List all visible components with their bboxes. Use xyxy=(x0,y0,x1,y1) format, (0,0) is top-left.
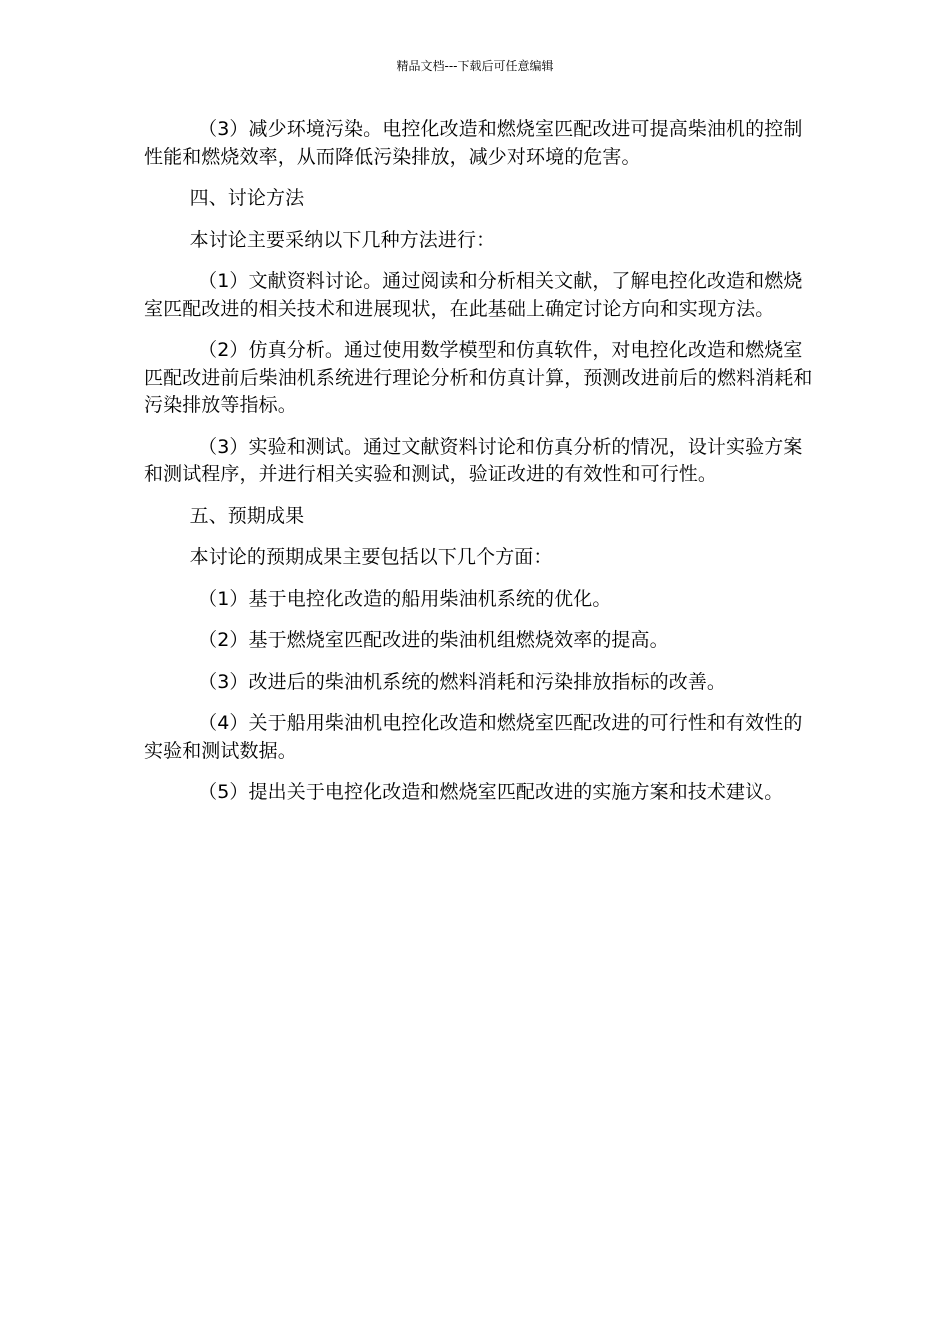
page-header: 精品文档---下载后可任意编辑 xyxy=(396,59,554,73)
method-item-simulation: （2）仿真分析。通过使用数学模型和仿真软件，对电控化改造和燃烧室匹配改进前后柴油机系统进行理论分析和仿真计算，预测改进前后的燃料消耗和污染排放等指标。 xyxy=(144,339,813,416)
method-item-literature: （1）文献资料讨论。通过阅读和分析相关文献，了解电控化改造和燃烧室匹配改进的相关技术和进展现状，在此基础上确定讨论方向和实现方法。 xyxy=(144,270,803,320)
method-item-experiment: （3）实验和测试。通过文献资料讨论和仿真分析的情况，设计实验方案和测试程序，并进行相关实验和测试，验证改进的有效性和可行性。 xyxy=(144,435,803,485)
section-heading-expected-results: 五、预期成果 xyxy=(189,504,305,527)
result-item-5: （5）提出关于电控化改造和燃烧室匹配改进的实施方案和技术建议。 xyxy=(198,781,784,803)
result-item-4: （4）关于船用柴油机电控化改造和燃烧室匹配改进的可行性和有效性的实验和测试数据。 xyxy=(144,712,803,762)
result-item-1: （1）基于电控化改造的船用柴油机系统的优化。 xyxy=(198,587,612,610)
section-heading-methods: 四、讨论方法 xyxy=(189,187,305,209)
result-item-3: （3）改进后的柴油机系统的燃料消耗和污染排放指标的改善。 xyxy=(198,670,727,693)
paragraph-results-intro: 本讨论的预期成果主要包括以下几个方面： xyxy=(189,546,553,568)
paragraph-methods-intro: 本讨论主要采纳以下几种方法进行： xyxy=(189,228,496,251)
paragraph-reduce-pollution: （3）减少环境污染。电控化改造和燃烧室匹配改进可提高柴油机的控制性能和燃烧效率，从而降低污染排放，减少对环境的危害。 xyxy=(144,118,803,168)
result-item-2: （2）基于燃烧室匹配改进的柴油机组燃烧效率的提高。 xyxy=(198,629,669,651)
document-body xyxy=(144,116,816,821)
